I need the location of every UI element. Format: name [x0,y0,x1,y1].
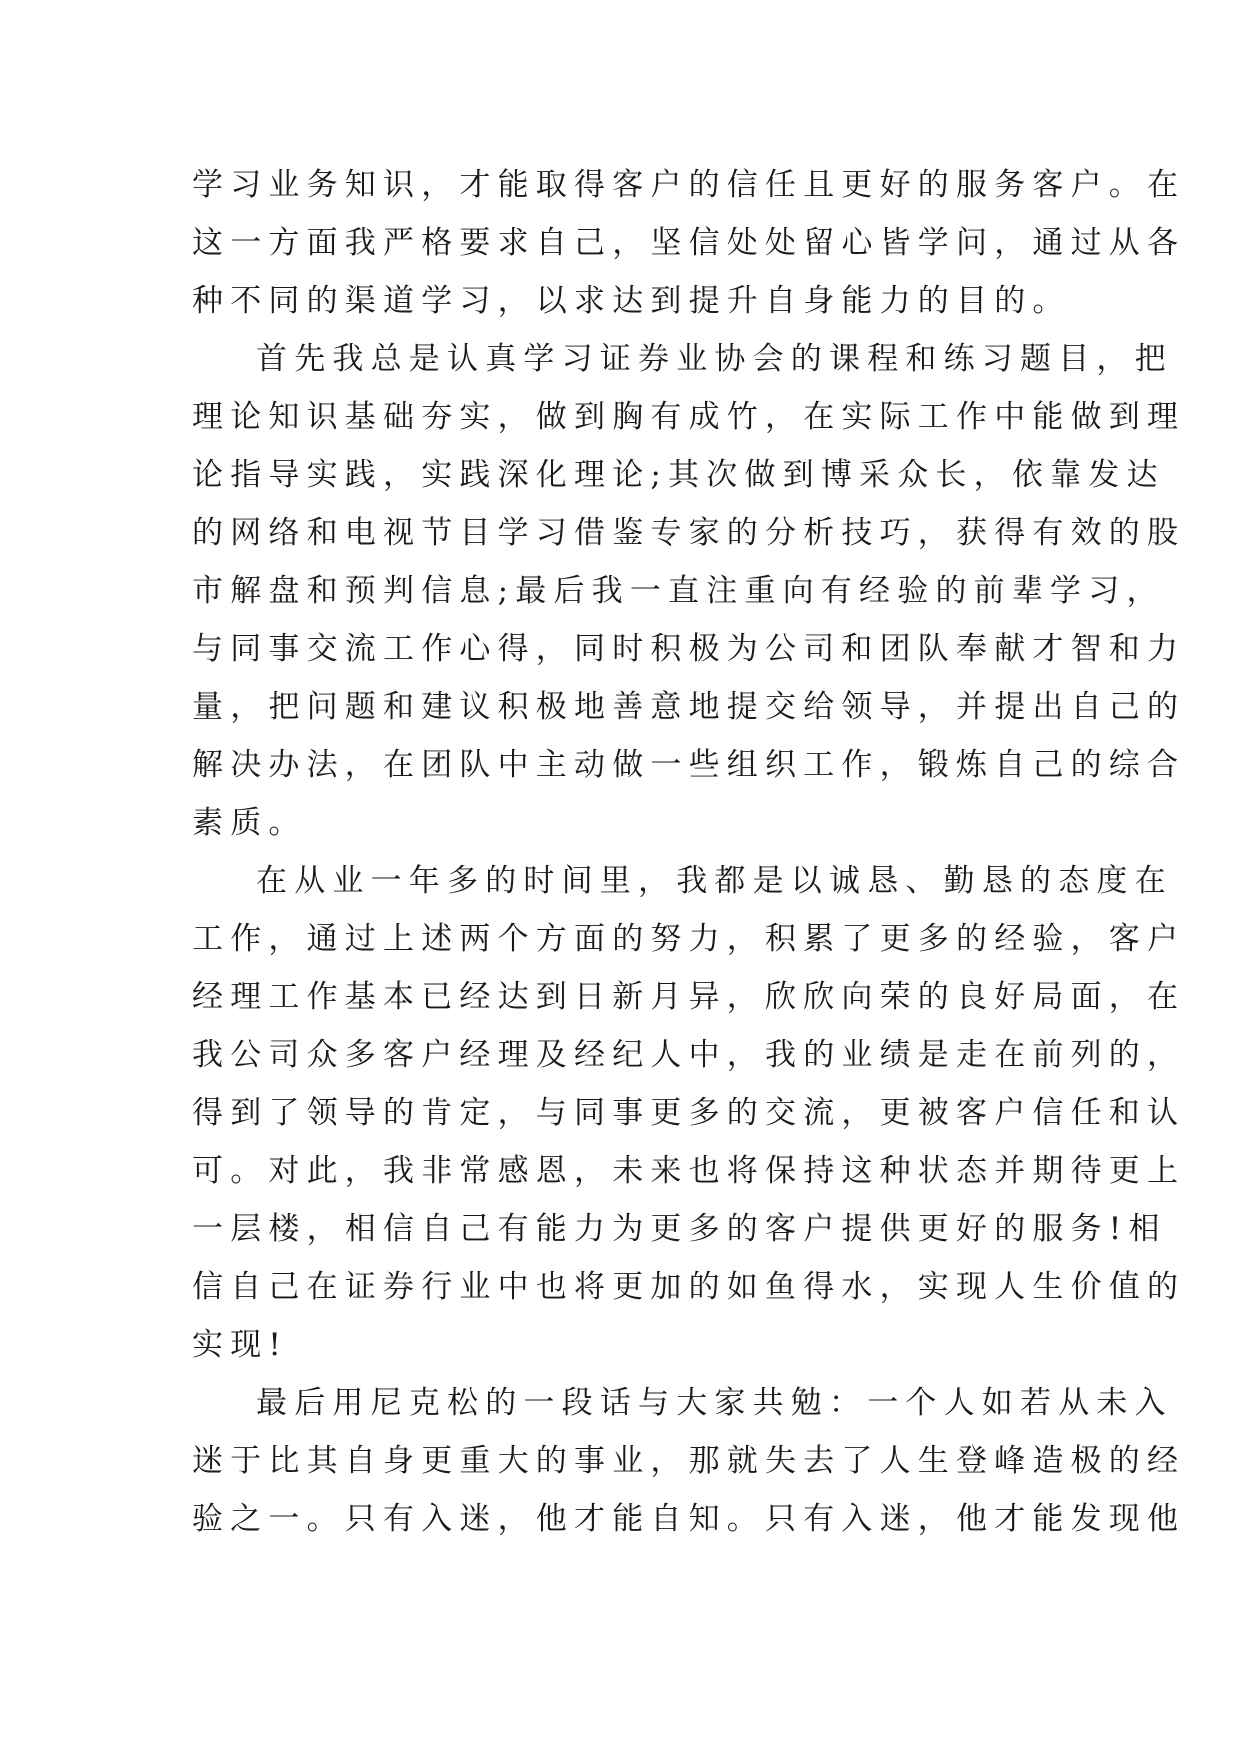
text-line: 在从业一年多的时间里，我都是以诚恳、勤恳的态度在 [256,863,1173,899]
text-line: 最后用尼克松的一段话与大家共勉：一个人如若从未入 [256,1385,1173,1421]
text-line: 的网络和电视节目学习借鉴专家的分析技巧，获得有效的股 [192,515,1186,551]
text-line: 量，把问题和建议积极地善意地提交给领导，并提出自己的 [192,689,1186,725]
text-line: 验之一。只有入迷，他才能自知。只有入迷，他才能发现他 [192,1501,1186,1537]
text-line: 理论知识基础夯实，做到胸有成竹，在实际工作中能做到理 [192,399,1186,435]
text-line: 与同事交流工作心得，同时积极为公司和团队奉献才智和力 [192,631,1186,667]
text-line: 我公司众多客户经理及经纪人中，我的业绩是走在前列的， [192,1037,1186,1073]
text-line: 迷于比其自身更重大的事业，那就失去了人生登峰造极的经 [192,1443,1186,1479]
text-line: 解决办法，在团队中主动做一些组织工作，锻炼自己的综合 [192,747,1186,783]
text-line: 种不同的渠道学习，以求达到提升自身能力的目的。 [192,283,1071,319]
text-line: 经理工作基本已经达到日新月异，欣欣向荣的良好局面，在 [192,979,1186,1015]
document-body [192,156,1186,1548]
text-line: 这一方面我严格要求自己，坚信处处留心皆学问，通过从各 [192,225,1186,261]
text-line: 得到了领导的肯定，与同事更多的交流，更被客户信任和认 [192,1095,1186,1131]
text-line: 一层楼，相信自己有能力为更多的客户提供更好的服务!相 [192,1211,1167,1247]
paragraph [192,852,1186,1374]
text-line: 工作，通过上述两个方面的努力，积累了更多的经验，客户 [192,921,1186,957]
paragraph [192,330,1186,852]
text-line: 素质。 [192,805,307,841]
text-line: 论指导实践，实践深化理论;其次做到博采众长，依靠发达 [192,457,1165,493]
text-line: 首先我总是认真学习证券业协会的课程和练习题目，把 [256,341,1173,377]
text-line: 可。对此，我非常感恩，未来也将保持这种状态并期待更上 [192,1153,1186,1189]
text-line: 实现! [192,1327,289,1363]
text-line: 市解盘和预判信息;最后我一直注重向有经验的前辈学习， [192,573,1165,609]
text-line: 学习业务知识，才能取得客户的信任且更好的服务客户。在 [192,167,1186,203]
paragraph [192,1374,1186,1548]
paragraph [192,156,1186,330]
text-line: 信自己在证券行业中也将更加的如鱼得水，实现人生价值的 [192,1269,1186,1305]
